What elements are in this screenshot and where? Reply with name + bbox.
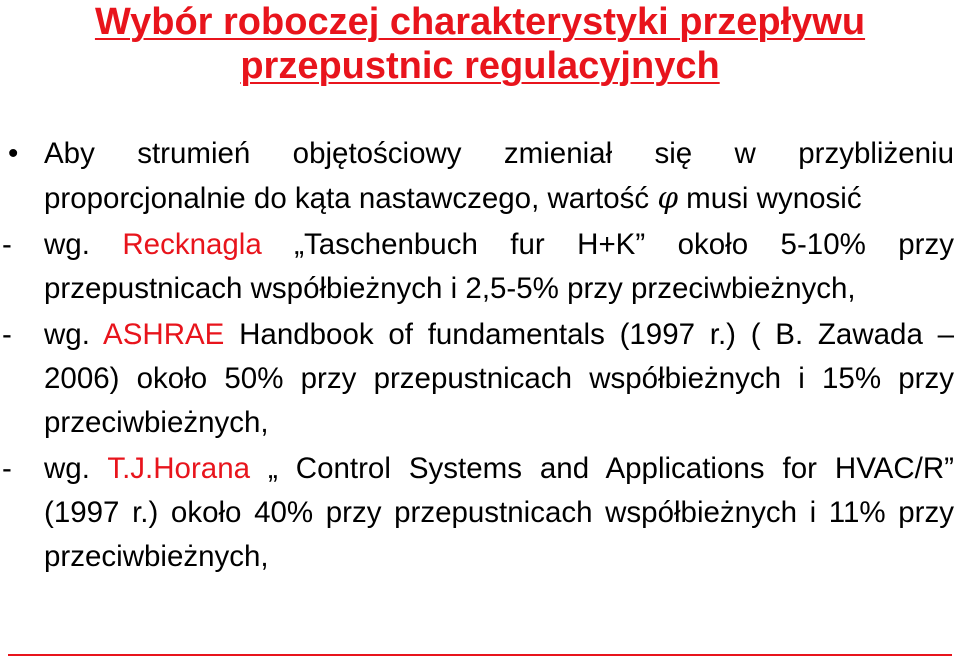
item-author: ASHRAE bbox=[103, 318, 225, 351]
bottom-separator-line bbox=[8, 654, 952, 656]
bullet-paragraph bbox=[0, 132, 954, 221]
dash-marker: - bbox=[2, 318, 12, 351]
slide-title bbox=[0, 0, 960, 88]
list-item-horan bbox=[0, 447, 954, 579]
item-text: Handbook of fundamentals (1997 r.) ( B. Zawada – 2006) około 50% przy przepustnicach współbieżnych i 15% przy przeciwbieżnych, bbox=[44, 318, 954, 439]
item-prefix: wg. bbox=[44, 318, 90, 351]
title-line-2: przepustnic regulacyjnych bbox=[240, 45, 720, 87]
item-author: T.J.Horana bbox=[107, 452, 251, 485]
dash-marker: - bbox=[2, 228, 12, 261]
item-author: Recknagla bbox=[122, 228, 262, 261]
slide-content bbox=[0, 132, 960, 579]
item-text: „ Control Systems and Applications for HVAC/R” (1997 r.) około 40% przy przepustnicach współbieżnych i 11% przy przeciwbieżnych, bbox=[44, 452, 954, 573]
item-text: „Taschenbuch fur H+K” około 5-10% przy przepustnicach współbieżnych i 2,5-5% przy przeciwbieżnych, bbox=[44, 228, 954, 305]
phi-symbol: φ bbox=[657, 181, 678, 215]
title-line-1: Wybór roboczej charakterystyki przepływu bbox=[94, 1, 866, 43]
bullet-text-after: musi wynosić bbox=[686, 182, 862, 215]
list-item-ashrae bbox=[0, 313, 954, 445]
dash-marker: - bbox=[2, 452, 12, 485]
item-prefix: wg. bbox=[44, 228, 90, 261]
list-item-recknagel bbox=[0, 223, 954, 311]
item-prefix: wg. bbox=[44, 452, 90, 485]
bullet-text-before: Aby strumień objętościowy zmieniał się w przybliżeniu proporcjonalnie do kąta nastawczego, wartość bbox=[44, 137, 954, 215]
bullet-icon: • bbox=[8, 137, 19, 170]
